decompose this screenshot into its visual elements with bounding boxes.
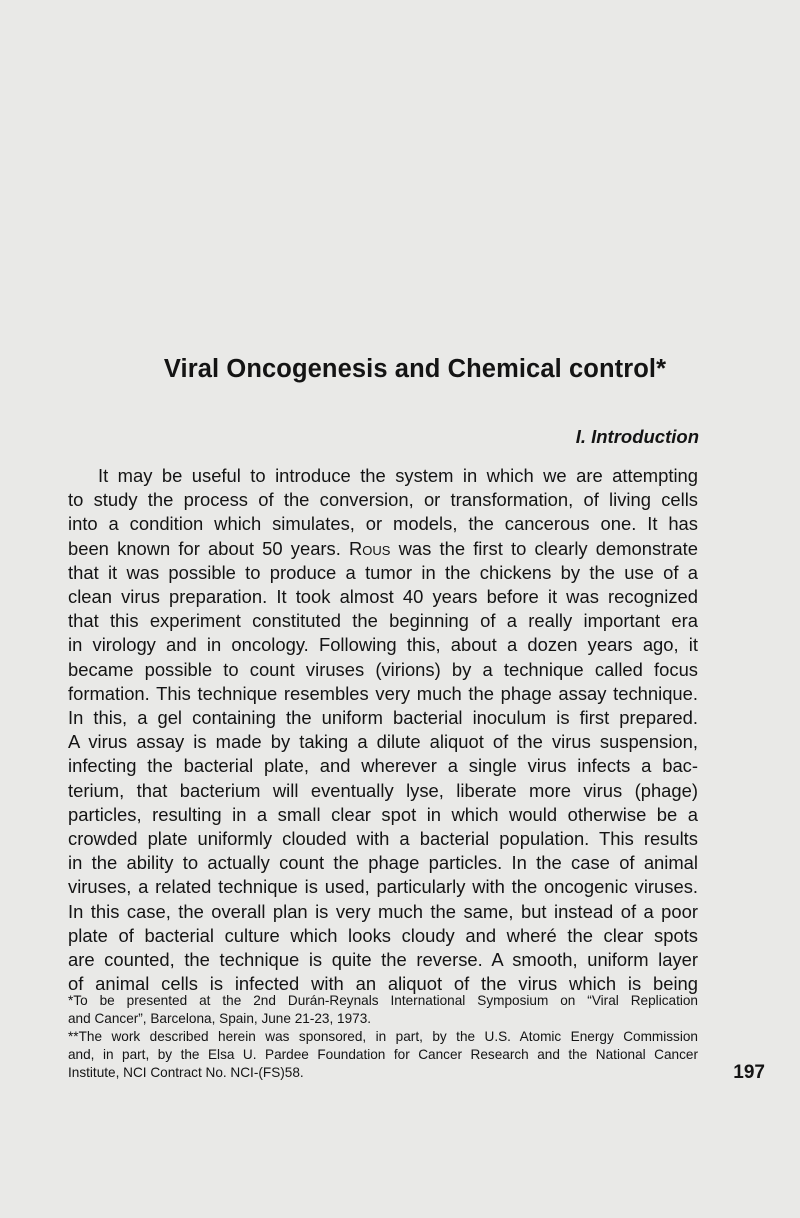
body-line: that it was possible to produce a tumor in the chickens by the use of a xyxy=(68,561,698,583)
author-name-rous: Rous xyxy=(349,537,391,559)
body-line xyxy=(68,537,698,561)
body-line: particles, resulting in a small clear spot in which would otherwise be a xyxy=(68,803,698,825)
body-line: terium, that bacterium will eventually lyse, liberate more virus (phage) xyxy=(68,779,698,801)
body-line: that this experiment constituted the beginning of a really important era xyxy=(68,610,698,632)
body-line: are counted, the technique is quite the reverse. A smooth, uniform layer xyxy=(68,949,698,971)
body-line: In this case, the overall plan is very much the same, but instead of a poor xyxy=(68,900,698,922)
footnote-line: and Cancer”, Barcelona, Spain, June 21-23, 1973. xyxy=(68,1010,372,1026)
footnotes xyxy=(68,992,698,1082)
body-line: became possible to count viruses (virions) by a technique called focus xyxy=(68,658,698,680)
body-line: in virology and in oncology. Following this, about a dozen years ago, it xyxy=(68,634,698,656)
body-line: In this, a gel containing the uniform bacterial inoculum is first prepared. xyxy=(68,707,698,729)
body-line: It may be useful to introduce the system in which we are attempting xyxy=(98,465,698,486)
body-line-segment: been known for about 50 years. xyxy=(68,537,341,559)
section-heading: I. Introduction xyxy=(575,426,699,447)
body-line-segment: was the first to clearly demonstrate xyxy=(398,537,698,559)
footnote-line: Institute, NCI Contract No. NCI-(FS)58. xyxy=(68,1064,304,1080)
body-line: crowded plate uniformly clouded with a bacterial population. This results xyxy=(68,828,698,850)
body-line: infecting the bacterial plate, and wherever a single virus infects a bac- xyxy=(68,755,698,777)
paper-title: Viral Oncogenesis and Chemical control* xyxy=(163,355,667,383)
footnote-line: *To be presented at the 2nd Durán-Reynals International Symposium on “Viral Replication xyxy=(68,993,698,1008)
body-line: in the ability to actually count the phage particles. In the case of animal xyxy=(68,852,698,874)
body-line: formation. This technique resembles very much the phage assay technique. xyxy=(68,682,698,704)
body-line: of animal cells is infected with an aliquot of the virus which is being xyxy=(68,973,698,995)
page-number: 197 xyxy=(733,1062,765,1083)
body-line: A virus assay is made by taking a dilute aliquot of the virus suspension, xyxy=(68,731,698,753)
body-line: plate of bacterial culture which looks cloudy and wheré the clear spots xyxy=(68,924,698,946)
body-line: clean virus preparation. It took almost 40 years before it was recognized xyxy=(68,586,698,608)
body-line: into a condition which simulates, or models, the cancerous one. It has xyxy=(68,513,698,535)
body-paragraph xyxy=(68,464,698,996)
body-line: viruses, a related technique is used, particularly with the oncogenic viruses. xyxy=(68,876,698,898)
footnote-line: **The work described herein was sponsored, in part, by the U.S. Atomic Energy Commission xyxy=(68,1028,698,1044)
body-line: to study the process of the conversion, or transformation, of living cells xyxy=(68,489,698,511)
footnote-line: and, in part, by the Elsa U. Pardee Foundation for Cancer Research and the National Cancer xyxy=(68,1046,698,1062)
